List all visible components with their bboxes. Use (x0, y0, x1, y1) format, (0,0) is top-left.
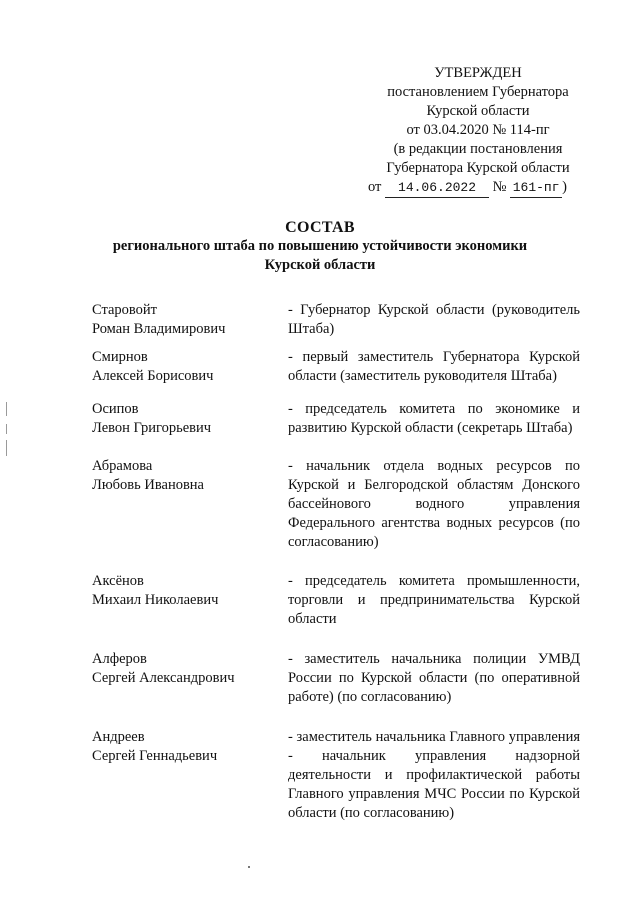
member-given-name: Сергей Геннадьевич (92, 748, 218, 764)
title-subtitle: Курской области (264, 257, 376, 273)
scan-artifact (6, 440, 7, 456)
member-entry (92, 348, 580, 386)
member-name (92, 572, 288, 629)
member-surname: Абрамова (92, 458, 153, 474)
member-role: - заместитель начальника полиции УМВД России по Курской области (по оперативной работе) (по согласованию) (288, 651, 580, 705)
member-given-name: Роман Владимирович (92, 321, 226, 337)
member-surname: Осипов (92, 401, 139, 417)
member-name (92, 301, 288, 339)
amendment-number: 161-пг (510, 178, 562, 198)
member-entry (92, 400, 580, 438)
members-list (92, 301, 580, 823)
member-entry (92, 728, 580, 823)
approval-line: от 03.04.2020 № 114-пг (406, 122, 550, 138)
member-given-name: Михаил Николаевич (92, 592, 219, 608)
member-given-name: Любовь Ивановна (92, 477, 204, 493)
member-surname: Аксёнов (92, 573, 144, 589)
approval-line: Курской области (426, 103, 530, 119)
member-given-name: Сергей Александрович (92, 670, 235, 686)
amendment-date-line (360, 178, 596, 198)
member-surname: Старовойт (92, 302, 158, 318)
member-name (92, 400, 288, 438)
member-name (92, 728, 288, 823)
member-given-name: Алексей Борисович (92, 368, 214, 384)
member-name (92, 457, 288, 552)
member-surname: Андреев (92, 729, 145, 745)
member-role: - председатель комитета промышленности, торговли и предпринимательства Курской области (288, 573, 580, 627)
member-entry (92, 457, 580, 552)
member-name (92, 650, 288, 707)
scan-artifact (6, 402, 7, 416)
amendment-date: 14.06.2022 (385, 178, 489, 198)
approval-stamp-block (360, 64, 596, 198)
member-role: - председатель комитета по экономике и развитию Курской области (секретарь Штаба) (288, 401, 580, 436)
member-surname: Алферов (92, 651, 147, 667)
approval-line: Губернатора Курской области (386, 160, 570, 176)
document-title (100, 218, 540, 275)
member-surname: Смирнов (92, 349, 148, 365)
title-subtitle: регионального штаба по повышению устойчивости экономики (112, 238, 528, 254)
approval-line: постановлением Губернатора (387, 84, 569, 100)
scan-artifact (6, 424, 7, 434)
closing-paren: ) (562, 179, 567, 195)
member-role: - Губернатор Курской области (руководитель Штаба) (288, 302, 580, 337)
date-prefix: от (368, 179, 382, 195)
member-entry (92, 301, 580, 339)
number-prefix: № (492, 179, 507, 195)
title-heading: СОСТАВ (285, 219, 355, 236)
member-role: - начальник отдела водных ресурсов по Курской и Белгородской областям Донского бассейнового водного управления Федерального агентства водных ресурсов (по согласованию) (288, 458, 580, 550)
member-entry (92, 650, 580, 707)
approval-line: (в редакции постановления (393, 141, 563, 157)
member-role: - заместитель начальника Главного управления - начальник управления надзорной деятельности и профилактической работы Главного управления МЧС России по Курской области (по согласованию) (288, 729, 580, 821)
scan-artifact (248, 866, 250, 868)
approval-line: УТВЕРЖДЕН (434, 65, 522, 81)
member-given-name: Левон Григорьевич (92, 420, 212, 436)
member-role: - первый заместитель Губернатора Курской области (заместитель руководителя Штаба) (288, 349, 580, 384)
member-name (92, 348, 288, 386)
member-entry (92, 572, 580, 629)
